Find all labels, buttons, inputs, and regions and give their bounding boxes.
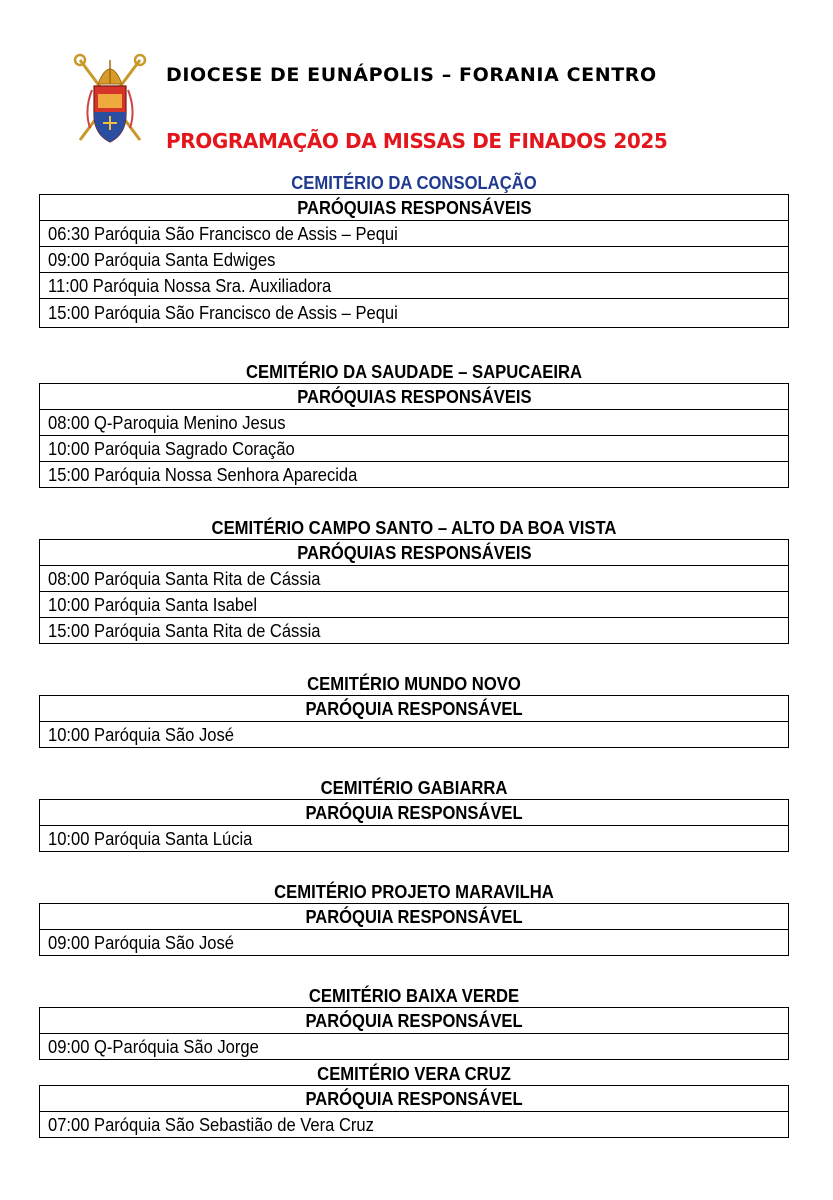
section-title: CEMITÉRIO DA CONSOLAÇÃO <box>291 172 537 193</box>
table-row: 15:00 Paróquia São Francisco de Assis – Pequi <box>40 299 789 328</box>
section-cemiterio-gabiarra <box>39 777 789 852</box>
section-title: CEMITÉRIO PROJETO MARAVILHA <box>274 881 554 902</box>
table-row: 10:00 Paróquia Santa Isabel <box>40 592 789 618</box>
table-row: 06:30 Paróquia São Francisco de Assis – Pequi <box>40 221 789 247</box>
schedule-table <box>39 194 789 328</box>
table-row: 10:00 Paróquia Sagrado Coração <box>40 436 789 462</box>
section-cemiterio-projeto-maravilha <box>39 881 789 956</box>
table-header: PARÓQUIA RESPONSÁVEL <box>40 1086 789 1112</box>
section-title: CEMITÉRIO BAIXA VERDE <box>308 985 520 1006</box>
table-header: PARÓQUIAS RESPONSÁVEIS <box>40 384 789 410</box>
schedule-table <box>39 799 789 852</box>
table-row: 08:00 Paróquia Santa Rita de Cássia <box>40 566 789 592</box>
section-title: CEMITÉRIO VERA CRUZ <box>317 1063 511 1084</box>
section-title: CEMITÉRIO GABIARRA <box>320 777 508 798</box>
schedule-table <box>39 903 789 956</box>
table-row: 07:00 Paróquia São Sebastião de Vera Cruz <box>40 1112 789 1138</box>
section-cemiterio-saudade <box>39 361 789 488</box>
section-title: CEMITÉRIO CAMPO SANTO – ALTO DA BOA VISTA <box>211 517 617 538</box>
section-cemiterio-consolacao <box>39 172 789 328</box>
table-header: PARÓQUIA RESPONSÁVEL <box>40 904 789 930</box>
table-row: 08:00 Q-Paroquia Menino Jesus <box>40 410 789 436</box>
table-row: 09:00 Paróquia Santa Edwiges <box>40 247 789 273</box>
table-row: 15:00 Paróquia Santa Rita de Cássia <box>40 618 789 644</box>
diocese-crest-logo <box>70 50 150 150</box>
section-title: CEMITÉRIO DA SAUDADE – SAPUCAEIRA <box>245 361 583 382</box>
section-cemiterio-vera-cruz <box>39 1063 789 1138</box>
table-header: PARÓQUIA RESPONSÁVEL <box>40 1008 789 1034</box>
table-header: PARÓQUIAS RESPONSÁVEIS <box>40 540 789 566</box>
table-row: 10:00 Paróquia Santa Lúcia <box>40 826 789 852</box>
program-title: PROGRAMAÇÃO DA MISSAS DE FINADOS 2025 <box>166 129 668 153</box>
table-header: PARÓQUIAS RESPONSÁVEIS <box>40 195 789 221</box>
section-cemiterio-mundo-novo <box>39 673 789 748</box>
table-header: PARÓQUIA RESPONSÁVEL <box>40 696 789 722</box>
schedule-table <box>39 695 789 748</box>
section-cemiterio-campo-santo <box>39 517 789 644</box>
table-row: 10:00 Paróquia São José <box>40 722 789 748</box>
section-title: CEMITÉRIO MUNDO NOVO <box>307 673 521 694</box>
table-row: 15:00 Paróquia Nossa Senhora Aparecida <box>40 462 789 488</box>
table-row: 09:00 Q-Paróquia São Jorge <box>40 1034 789 1060</box>
schedule-table <box>39 1085 789 1138</box>
section-cemiterio-baixa-verde <box>39 985 789 1060</box>
table-header: PARÓQUIA RESPONSÁVEL <box>40 800 789 826</box>
schedule-table <box>39 383 789 488</box>
table-row: 11:00 Paróquia Nossa Sra. Auxiliadora <box>40 273 789 299</box>
table-row: 09:00 Paróquia São José <box>40 930 789 956</box>
diocese-title: DIOCESE DE EUNÁPOLIS – FORANIA CENTRO <box>166 64 657 86</box>
schedule-table <box>39 1007 789 1060</box>
schedule-table <box>39 539 789 644</box>
